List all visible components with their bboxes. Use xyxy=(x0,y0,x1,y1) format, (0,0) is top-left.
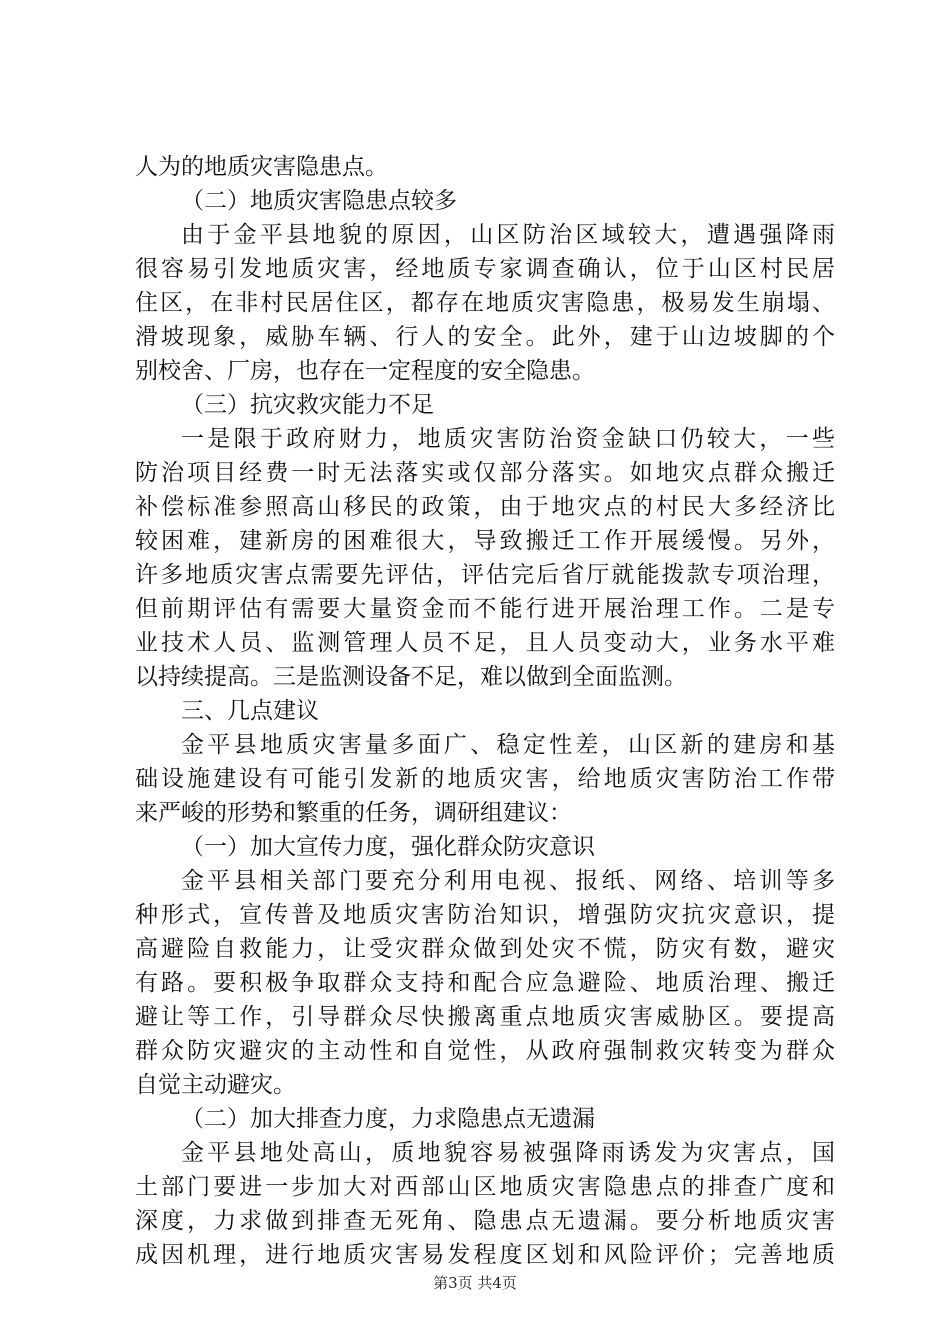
text-line: 许多地质灾害点需要先评估，评估完后省厅就能拨款专项治理， xyxy=(135,562,835,588)
text-line: 自觉主动避灾。 xyxy=(135,1072,296,1098)
section-heading: （一）加大宣传力度，强化群众防灾意识 xyxy=(181,834,595,860)
text-line: 群众防灾避灾的主动性和自觉性，从政府强制救灾转变为群众 xyxy=(135,1038,835,1064)
text-line: 础设施建设有可能引发新的地质灾害，给地质灾害防治工作带 xyxy=(135,766,835,792)
section-heading: （二）地质灾害隐患点较多 xyxy=(181,188,457,214)
page-number: 第3页 共4页 xyxy=(433,1274,517,1292)
section-heading: （二）加大排查力度，力求隐患点无遗漏 xyxy=(181,1106,595,1132)
text-line: 高避险自救能力，让受灾群众做到处灾不慌，防灾有数，避灾 xyxy=(135,936,835,962)
text-line: 以持续提高。三是监测设备不足，难以做到全面监测。 xyxy=(135,664,687,690)
text-line: 由于金平县地貌的原因，山区防治区域较大，遭遇强降雨 xyxy=(181,222,835,248)
text-line: 别校舍、厂房，也存在一定程度的安全隐患。 xyxy=(135,358,595,384)
text-line: 种形式，宣传普及地质灾害防治知识，增强防灾抗灾意识，提 xyxy=(135,902,835,928)
text-line: 一是限于政府财力，地质灾害防治资金缺口仍较大，一些 xyxy=(181,426,835,452)
text-line: 深度，力求做到排查无死角、隐患点无遗漏。要分析地质灾害 xyxy=(135,1208,835,1234)
section-heading: （三）抗灾救灾能力不足 xyxy=(181,392,434,418)
text-line: 业技术人员、监测管理人员不足，且人员变动大，业务水平难 xyxy=(135,630,835,656)
text-line: 但前期评估有需要大量资金而不能行进开展治理工作。二是专 xyxy=(135,596,835,622)
text-line: 避让等工作，引导群众尽快搬离重点地质灾害威胁区。要提高 xyxy=(135,1004,835,1030)
text-line: 金平县地质灾害量多面广、稳定性差，山区新的建房和基 xyxy=(181,732,835,758)
text-line: 滑坡现象，威胁车辆、行人的安全。此外，建于山边坡脚的个 xyxy=(135,324,835,350)
text-line: 土部门要进一步加大对西部山区地质灾害隐患点的排查广度和 xyxy=(135,1174,835,1200)
text-line: 人为的地质灾害隐患点。 xyxy=(135,154,388,180)
text-line: 金平县地处高山，质地貌容易被强降雨诱发为灾害点，国 xyxy=(181,1140,835,1166)
section-heading: 三、几点建议 xyxy=(181,698,319,724)
text-line: 金平县相关部门要充分利用电视、报纸、网络、培训等多 xyxy=(181,868,835,894)
text-line: 有路。要积极争取群众支持和配合应急避险、地质治理、搬迁 xyxy=(135,970,835,996)
text-line: 来严峻的形势和繁重的任务，调研组建议： xyxy=(135,800,572,826)
text-line: 较困难，建新房的困难很大，导致搬迁工作开展缓慢。另外， xyxy=(135,528,835,554)
text-line: 住区，在非村民居住区，都存在地质灾害隐患，极易发生崩塌、 xyxy=(135,290,835,316)
document-body xyxy=(135,150,835,1272)
text-line: 成因机理，进行地质灾害易发程度区划和风险评价；完善地质 xyxy=(135,1242,835,1268)
text-line: 很容易引发地质灾害，经地质专家调查确认，位于山区村民居 xyxy=(135,256,835,282)
text-line: 补偿标准参照高山移民的政策，由于地灾点的村民大多经济比 xyxy=(135,494,835,520)
text-line: 防治项目经费一时无法落实或仅部分落实。如地灾点群众搬迁 xyxy=(135,460,835,486)
